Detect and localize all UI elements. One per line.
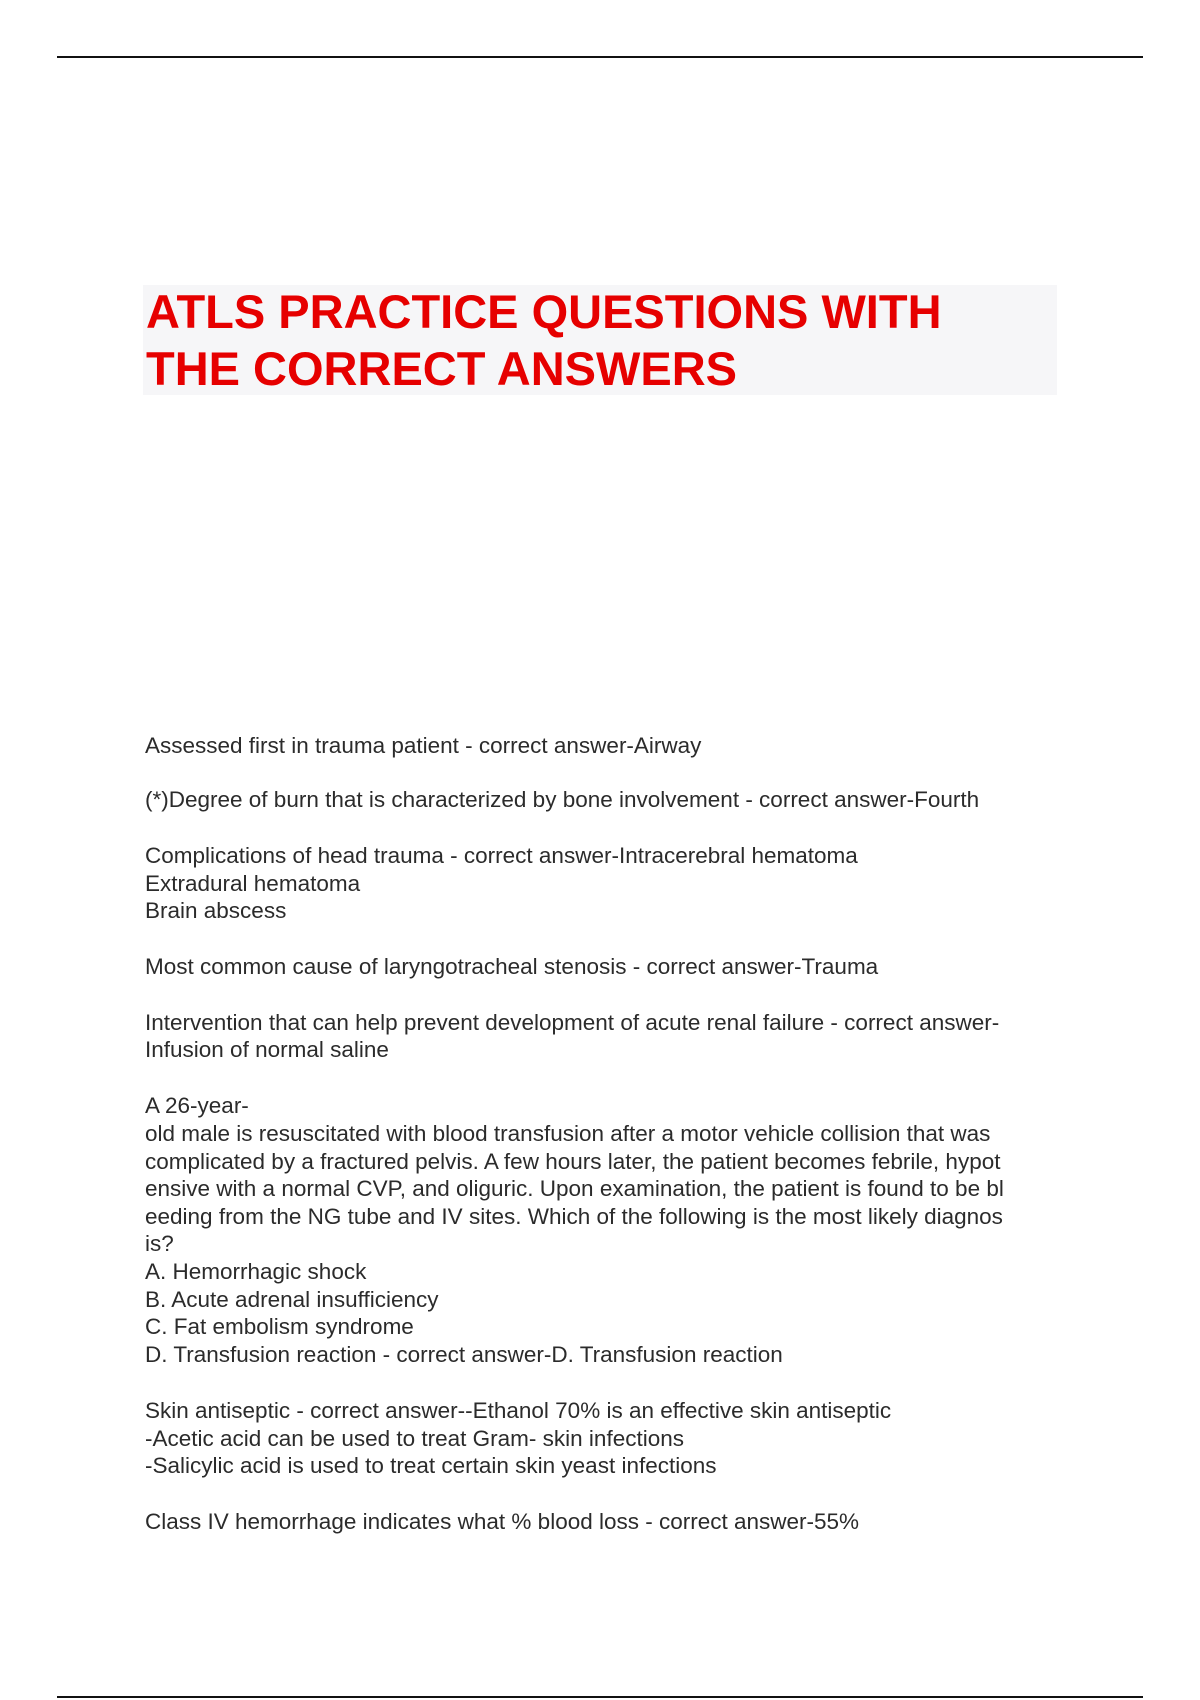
qa-line: A 26-year- bbox=[145, 1093, 249, 1118]
qa-line: Infusion of normal saline bbox=[145, 1037, 389, 1062]
qa-line: Assessed first in trauma patient - correct answer-Airway bbox=[145, 733, 702, 758]
qa-line: is? bbox=[145, 1231, 174, 1256]
qa-line: B. Acute adrenal insufficiency bbox=[145, 1287, 439, 1312]
qa-line: Intervention that can help prevent development of acute renal failure - correct answer- bbox=[145, 1010, 1000, 1035]
qa-line: old male is resuscitated with blood transfusion after a motor vehicle collision that was bbox=[145, 1121, 991, 1146]
qa-line: (*)Degree of burn that is characterized by bone involvement - correct answer-Fourth bbox=[145, 787, 980, 812]
qa-line: eeding from the NG tube and IV sites. Which of the following is the most likely diagnos bbox=[145, 1204, 1003, 1229]
qa-line: Brain abscess bbox=[145, 898, 287, 923]
document-title-line-2: THE CORRECT ANSWERS bbox=[146, 342, 737, 395]
top-rule bbox=[57, 56, 1143, 58]
qa-line: C. Fat embolism syndrome bbox=[145, 1314, 414, 1339]
qa-line: Extradural hematoma bbox=[145, 871, 361, 896]
qa-line: -Salicylic acid is used to treat certain skin yeast infections bbox=[145, 1453, 717, 1478]
qa-line: Most common cause of laryngotracheal stenosis - correct answer-Trauma bbox=[145, 954, 879, 979]
bottom-rule bbox=[57, 1696, 1143, 1698]
qa-line: Skin antiseptic - correct answer--Ethanol 70% is an effective skin antiseptic bbox=[145, 1398, 892, 1423]
qa-line: D. Transfusion reaction - correct answer-D. Transfusion reaction bbox=[145, 1342, 783, 1367]
qa-line: ensive with a normal CVP, and oliguric. Upon examination, the patient is found to be bl bbox=[145, 1176, 1004, 1201]
document-title-line-1: ATLS PRACTICE QUESTIONS WITH bbox=[146, 285, 942, 338]
qa-line: -Acetic acid can be used to treat Gram- skin infections bbox=[145, 1426, 684, 1451]
qa-line: Complications of head trauma - correct answer-Intracerebral hematoma bbox=[145, 843, 858, 868]
qa-line: A. Hemorrhagic shock bbox=[145, 1259, 367, 1284]
qa-line: Class IV hemorrhage indicates what % blood loss - correct answer-55% bbox=[145, 1509, 860, 1534]
qa-line: complicated by a fractured pelvis. A few hours later, the patient becomes febrile, hypot bbox=[145, 1149, 1001, 1174]
